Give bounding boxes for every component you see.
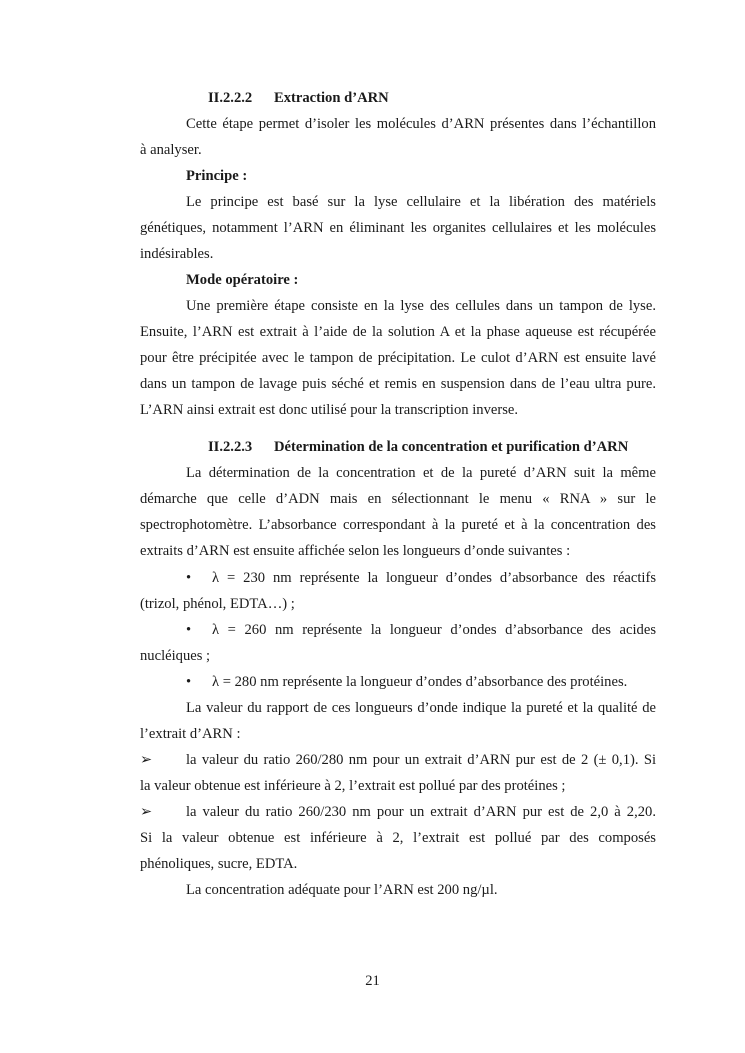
list-item xyxy=(186,569,656,587)
paragraph-line: Ensuite, l’ARN est extrait à l’aide de la solution A et la phase aqueuse est récupérée xyxy=(140,324,656,340)
list-item-text: la valeur du ratio 260/280 nm pour un extrait d’ARN pur est de 2 (± 0,1). Si xyxy=(186,752,656,768)
list-item-text: λ = 280 nm représente la longueur d’ondes d’absorbance des protéines. xyxy=(212,674,628,690)
bullet-icon: • xyxy=(186,622,192,638)
paragraph-line: démarche que celle d’ADN mais en sélectionnant le menu « RNA » sur le xyxy=(140,491,656,507)
paragraph-line: L’ARN ainsi extrait est donc utilisé pour la transcription inverse. xyxy=(140,402,519,418)
section-title: Extraction d’ARN xyxy=(274,90,389,106)
list-item xyxy=(140,803,656,821)
paragraph-line: génétiques, notamment l’ARN en éliminant les organites cellulaires et les molécules xyxy=(140,220,656,236)
section-number: II.2.2.2 xyxy=(208,90,253,106)
paragraph-line: l’extrait d’ARN : xyxy=(140,726,241,742)
arrowhead-bullet-icon: ➢ xyxy=(140,752,153,768)
paragraph-line: phénoliques, sucre, EDTA. xyxy=(140,856,298,872)
paragraph-line: spectrophotomètre. L’absorbance correspondant à la pureté et à la concentration des xyxy=(140,517,656,533)
paragraph-line: Si la valeur obtenue est inférieure à 2, l’extrait est pollué par des composés xyxy=(140,830,656,846)
paragraph-line: nucléiques ; xyxy=(140,648,211,664)
arrowhead-bullet-icon: ➢ xyxy=(140,804,153,820)
paragraph-line: (trizol, phénol, EDTA…) ; xyxy=(140,596,295,612)
paragraph-line: dans un tampon de lavage puis séché et remis en suspension dans de l’eau ultra pure. xyxy=(140,376,656,392)
section-title: Détermination de la concentration et purification d’ARN xyxy=(274,439,629,455)
paragraph-line: La concentration adéquate pour l’ARN est 200 ng/µl. xyxy=(186,882,498,898)
list-item-text: λ = 260 nm représente la longueur d’ondes d’absorbance des acides xyxy=(212,622,656,638)
paragraph-line: La détermination de la concentration et de la pureté d’ARN suit la même xyxy=(186,465,656,481)
paragraph-line: Le principe est basé sur la lyse cellulaire et la libération des matériels xyxy=(186,194,656,210)
paragraph-line: la valeur obtenue est inférieure à 2, l’extrait est pollué par des protéines ; xyxy=(140,778,566,794)
paragraph-line: indésirables. xyxy=(140,246,214,262)
bullet-icon: • xyxy=(186,570,192,586)
bullet-icon: • xyxy=(186,674,192,690)
paragraph-line: La valeur du rapport de ces longueurs d’onde indique la pureté et la qualité de xyxy=(186,700,656,716)
list-item-text: la valeur du ratio 260/230 nm pour un extrait d’ARN pur est de 2,0 à 2,20. xyxy=(186,804,656,820)
page-number: 21 xyxy=(365,973,380,989)
list-item-text: λ = 230 nm représente la longueur d’ondes d’absorbance des réactifs xyxy=(212,570,656,586)
subheading-principe: Principe : xyxy=(186,168,248,184)
paragraph-line: pour être précipitée avec le tampon de précipitation. Le culot d’ARN est ensuite lavé xyxy=(140,350,656,366)
paragraph-line: Cette étape permet d’isoler les molécules d’ARN présentes dans l’échantillon xyxy=(186,116,656,132)
list-item xyxy=(140,751,656,769)
section-number: II.2.2.3 xyxy=(208,439,253,455)
paragraph-line: extraits d’ARN est ensuite affichée selon les longueurs d’onde suivantes : xyxy=(140,543,571,559)
paragraph-line: Une première étape consiste en la lyse des cellules dans un tampon de lyse. xyxy=(186,298,656,314)
subheading-mode-operatoire: Mode opératoire : xyxy=(186,272,299,288)
paragraph-line: à analyser. xyxy=(140,142,202,158)
list-item xyxy=(186,621,656,639)
